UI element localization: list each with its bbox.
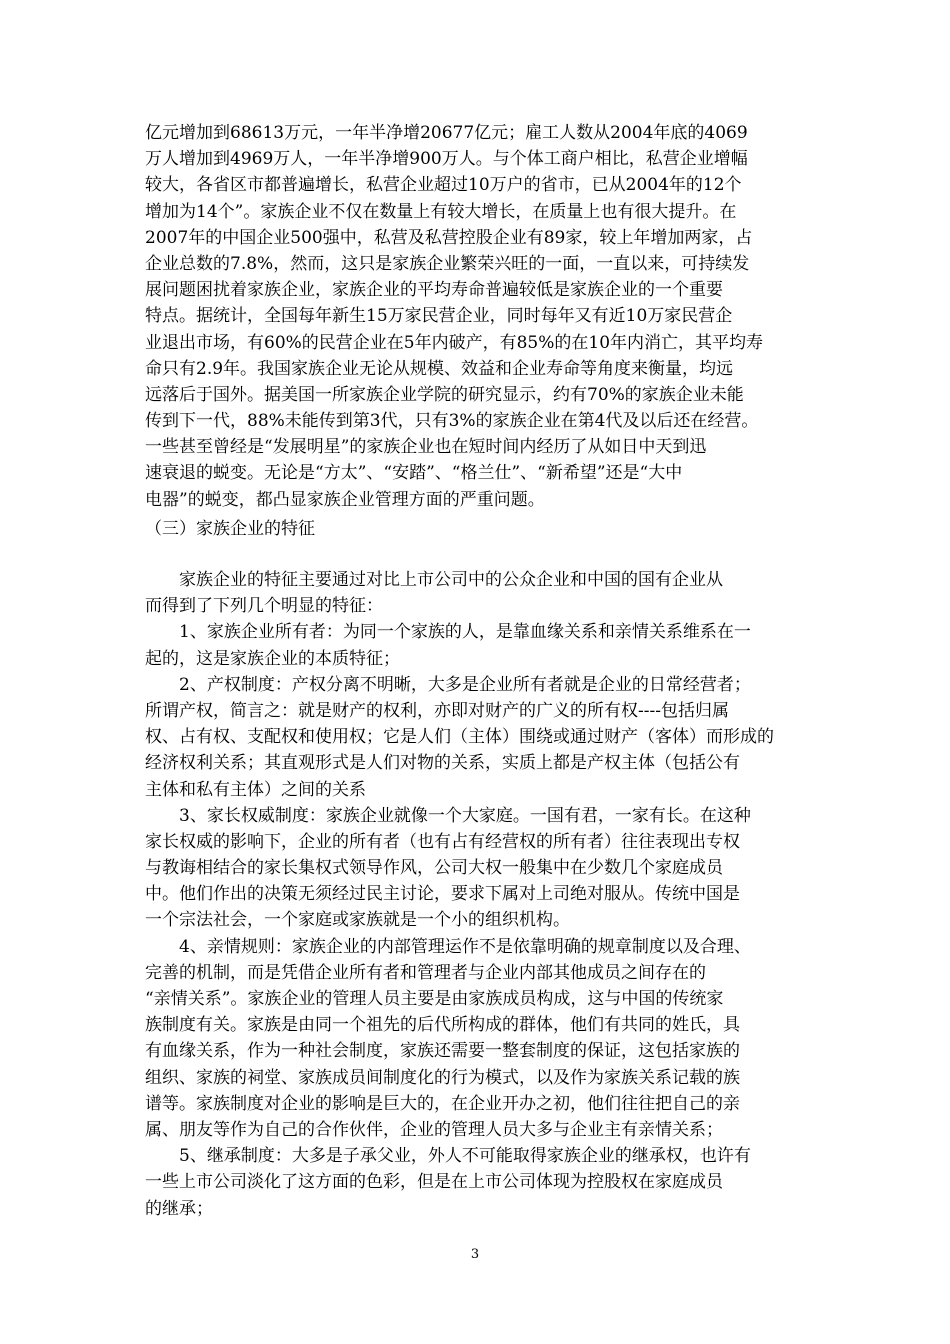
text-line: 3、家长权威制度：家族企业就像一个大家庭。一国有君，一家有长。在这种 (179, 805, 751, 826)
text-line: 万人增加到4969万人，一年半净增900万人。与个体工商户相比，私营企业增幅 (145, 149, 748, 170)
text-line: 一个宗法社会，一个家庭或家族就是一个小的组织机构。 (145, 910, 570, 931)
text-line: 远落后于国外。据美国一所家族企业学院的研究显示，约有70%的家族企业未能 (145, 384, 744, 405)
text-line: 中。他们作出的决策无须经过民主讨论，要求下属对上司绝对服从。传统中国是 (145, 884, 740, 905)
text-line: 所谓产权，简言之：就是财产的权利，亦即对财产的广义的所有权----包括归属 (145, 700, 729, 721)
text-line: 主体和私有主体）之间的关系 (145, 779, 366, 800)
text-line: “亲情关系”。家族企业的管理人员主要是由家族成员构成，这与中国的传统家 (145, 989, 724, 1009)
text-line: 4、亲情规则：家族企业的内部管理运作不是依靠明确的规章制度以及合理、 (179, 936, 751, 957)
text-line: 速衰退的蜕变。无论是“方太”、“安踏”、“格兰仕”、“新希望”还是“大中 (145, 463, 683, 484)
text-line: 起的，这是家族企业的本质特征； (145, 648, 400, 669)
text-line: 族制度有关。家族是由同一个祖先的后代所构成的群体，他们有共同的姓氏，具 (145, 1015, 740, 1036)
text-line: 一些甚至曾经是“发展明星”的家族企业也在短时间内经历了从如日中天到迅 (145, 437, 707, 458)
text-line: 2007年的中国企业500强中，私营及私营控股企业有89家，较上年增加两家，占 (145, 227, 753, 248)
text-line: 的继承； (145, 1198, 213, 1219)
text-line: 与教诲相结合的家长集权式领导作风，公司大权一般集中在少数几个家庭成员 (145, 858, 723, 879)
text-line: 2、产权制度：产权分离不明晰，大多是企业所有者就是企业的日常经营者； (179, 674, 751, 695)
text-line: 亿元增加到68613万元，一年半净增20677亿元；雇工人数从2004年底的4069 (145, 123, 748, 143)
text-line: 传到下一代，88%未能传到第3代，只有3%的家族企业在第4代及以后还在经营。 (145, 411, 759, 432)
text-line: 一些上市公司淡化了这方面的色彩，但是在上市公司体现为控股权在家庭成员 (145, 1172, 723, 1193)
text-line: 完善的机制，而是凭借企业所有者和管理者与企业内部其他成员之间存在的 (145, 962, 706, 983)
text-line: 谱等。家族制度对企业的影响是巨大的，在企业开办之初，他们往往把自己的亲 (145, 1093, 740, 1114)
text-line: 家长权威的影响下，企业的所有者（也有占有经营权的所有者）往往表现出专权 (145, 831, 740, 852)
features-paragraph (145, 567, 805, 1222)
text-line: 经济权利关系；其直观形式是人们对物的关系，实质上都是产权主体（包括公有 (145, 753, 740, 774)
text-line: 电器”的蜕变，都凸显家族企业管理方面的严重问题。 (145, 489, 545, 510)
text-line: 增加为14个”。家族企业不仅在数量上有较大增长，在质量上也有很大提升。在 (145, 201, 737, 222)
text-line: 1、家族企业所有者：为同一个家族的人，是靠血缘关系和亲情关系维系在一 (179, 622, 751, 643)
text-line: 命只有2.9年。我国家族企业无论从规模、效益和企业寿命等角度来衡量，均远 (145, 358, 734, 379)
text-line: 权、占有权、支配权和使用权；它是人们（主体）围绕或通过财产（客体）而形成的 (145, 727, 774, 748)
text-line: 展问题困扰着家族企业，家族企业的平均寿命普遍较低是家族企业的一个重要 (145, 280, 723, 301)
text-line: 企业总数的7.8%，然而，这只是家族企业繁荣兴旺的一面，一直以来，可持续发 (145, 253, 750, 274)
text-line: 家族企业的特征主要通过对比上市公司中的公众企业和中国的国有企业从 (179, 570, 723, 590)
page-number: 3 (470, 1247, 480, 1262)
text-line: 业退出市场，有60%的民营企业在5年内破产，有85%的在10年内消亡，其平均寿 (145, 332, 764, 353)
text-line: 较大，各省区市都普遍增长，私营企业超过10万户的省市，已从2004年的12个 (145, 175, 742, 196)
intro-paragraph (145, 120, 805, 513)
section-heading: （三）家族企业的特征 (145, 519, 315, 539)
text-line: 属、朋友等作为自己的合作伙伴，企业的管理人员大多与企业主有亲情关系； (145, 1119, 723, 1140)
text-line: 组织、家族的祠堂、家族成员间制度化的行为模式，以及作为家族关系记载的族 (145, 1067, 740, 1088)
text-line: 有血缘关系，作为一种社会制度，家族还需要一整套制度的保证，这包括家族的 (145, 1041, 740, 1062)
text-line: 特点。据统计，全国每年新生15万家民营企业，同时每年又有近10万家民营企 (145, 306, 733, 327)
text-line: 5、继承制度：大多是子承父业，外人不可能取得家族企业的继承权，也许有 (179, 1146, 751, 1167)
text-line: 而得到了下列几个明显的特征： (145, 596, 383, 617)
